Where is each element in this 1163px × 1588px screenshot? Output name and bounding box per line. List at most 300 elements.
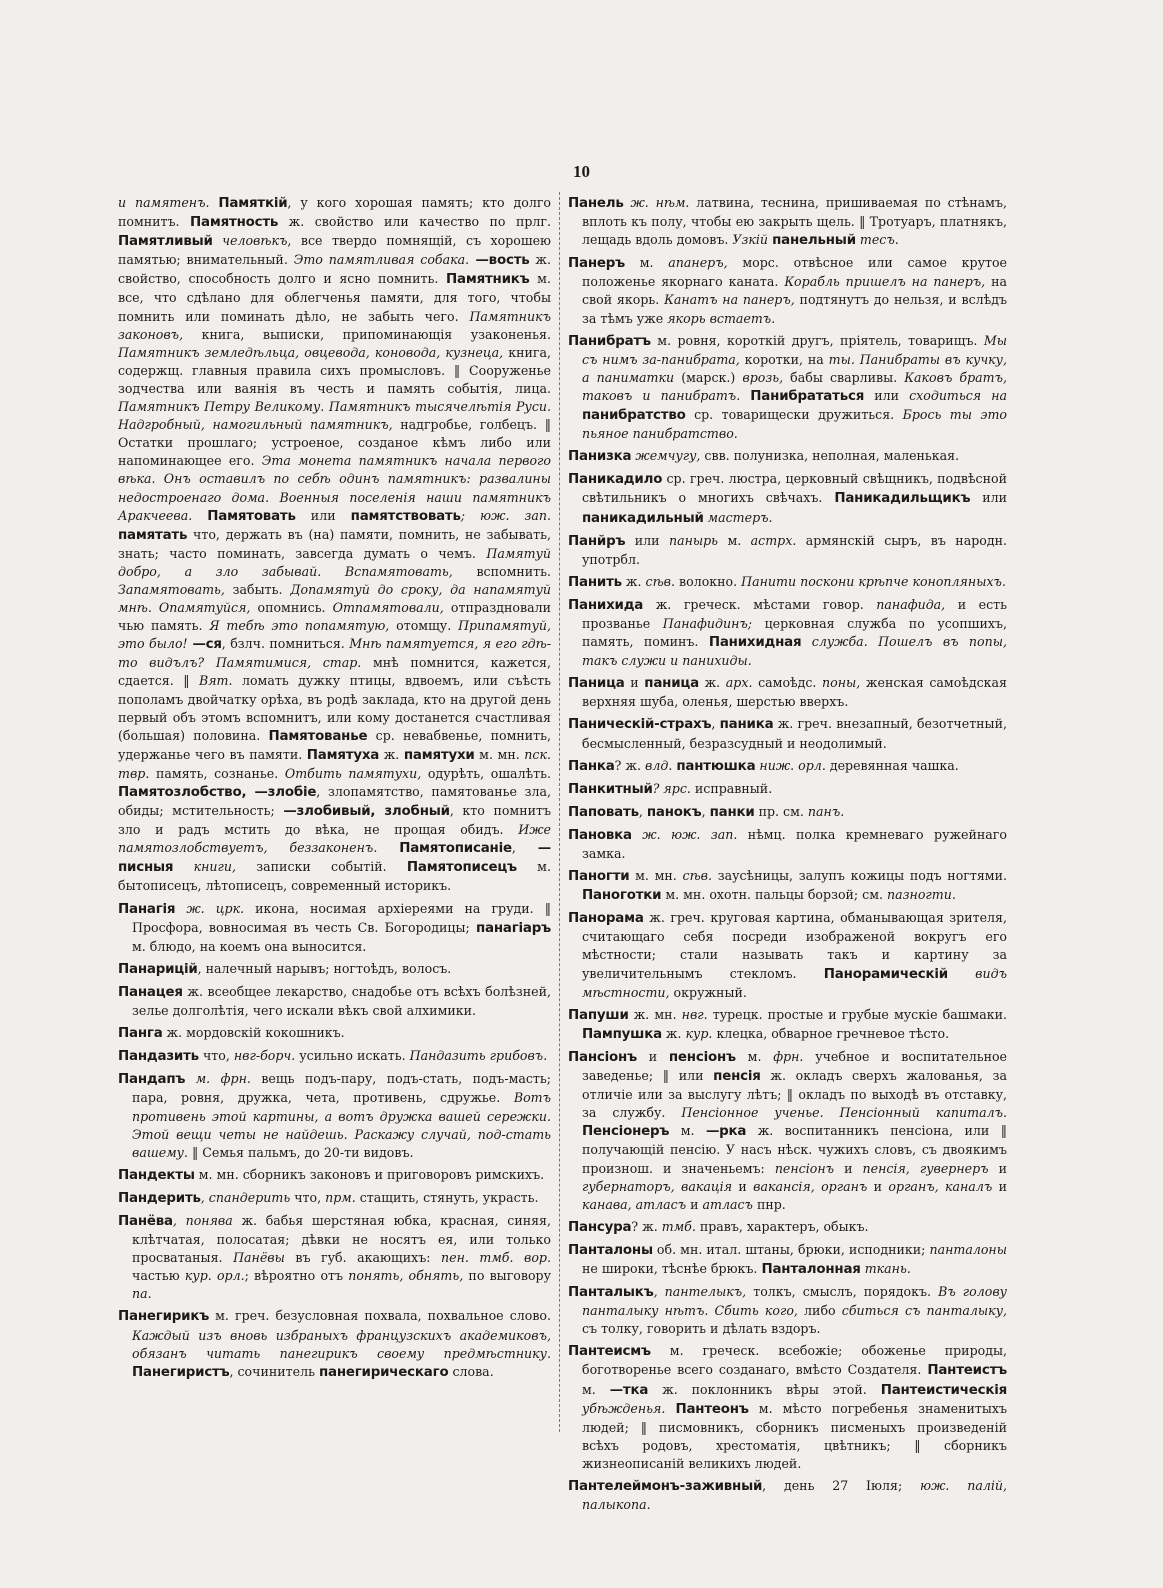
entry-text: м. мн. [629, 868, 683, 884]
entry-text: окружный. [669, 984, 747, 1000]
dictionary-entry [568, 715, 1007, 752]
dictionary-entry [118, 1166, 551, 1185]
headword: панокъ [646, 804, 702, 820]
entry-text: слова. [448, 1363, 494, 1379]
headword: Панталонная [761, 1261, 861, 1277]
entry-text: ср. невабвенье, помнить, удержанье чего въ памяти. [118, 727, 551, 762]
headword: Панагія [118, 901, 176, 917]
entry-text: отпраздновали чью память. [118, 600, 551, 634]
entry-text: , злопамятство, памятованье зла, обиды; мстительность; [118, 784, 551, 819]
entry-text: м. [735, 1048, 774, 1064]
italic-text: Корабль пришелъ на панеръ, [784, 274, 986, 290]
entry-text: ? ж. [614, 757, 645, 773]
headword: —ся [187, 637, 222, 653]
dictionary-entry [568, 470, 1007, 527]
headword: панегирическаго [318, 1364, 449, 1380]
entry-text: съ толку, говорить и дѣлать вздоръ. [582, 1321, 821, 1337]
headword: Паническій-страхъ [568, 717, 712, 733]
dictionary-entry [568, 447, 1007, 466]
entry-text: усильно искать. [295, 1048, 410, 1064]
headword: панибратство [582, 408, 686, 424]
entry-text: , у кого хорошая память; кто долго помнитъ. [118, 195, 552, 230]
dictionary-entry [568, 1241, 1007, 1279]
italic-text: панъ. [807, 803, 845, 819]
headword: Паповать [568, 804, 639, 820]
entry-text: икона, носимая архіереями на груди. ‖ Просфора, вовносимая въ честь Св. Богородицы; [132, 900, 551, 935]
headword: Пенсіонеръ [582, 1124, 670, 1140]
dictionary-entry [568, 826, 1007, 863]
entry-text: вещь подъ-пару, подъ-стать, подъ-масть; пара, ровня, дружка, чета, противень, сдружье. [132, 1071, 551, 1106]
headword: Панить [568, 574, 622, 590]
entry-text: ж. воспитанникъ пенсіона, или ‖ получающій пенсію. У насъ нѣск. чужихъ словъ, съ двоякимъ произнош. и значеньемъ: [582, 1123, 1007, 1176]
entry-text: и [686, 1196, 703, 1212]
headword: паника [719, 717, 774, 733]
entry-text: ж. [661, 1025, 686, 1041]
italic-text: ? ярс. [652, 780, 691, 796]
italic-text: кур. орл. [184, 1268, 245, 1284]
entry-text: клецка, обварное гречневое тѣсто. [712, 1025, 950, 1041]
entry-text: , сочинитель [229, 1363, 319, 1379]
dictionary-entry [568, 1283, 1007, 1338]
italic-text: Отбить памятухи, [284, 765, 422, 781]
headword: Панкитный [568, 781, 653, 797]
entry-text: нѣмц. полка кремневаго ружейнаго замка. [582, 826, 1007, 861]
entry-text: на свой якорь. [582, 274, 1007, 308]
dictionary-entry [568, 1006, 1007, 1044]
entry-text: м. все, что сдѣлано для облегченья памяти, для того, чтобы помнить или поминать дѣло, не забыть чего. [118, 271, 551, 324]
headword: Панегиристъ [132, 1364, 230, 1380]
entry-text: учебное и воспитательное заведенье; ‖ или [582, 1048, 1007, 1084]
headword: Панарицій [118, 961, 198, 977]
entry-text: ж. всеобщее лекарство, снадобье отъ всѣхъ болѣзней, зелье долголѣтія, чего искали вѣкъ свой алхимики. [132, 983, 551, 1019]
entry-text [665, 1401, 675, 1416]
entry-text: толкъ, смыслъ, порядокъ. [746, 1284, 939, 1300]
entry-text: деревянная чашка. [825, 757, 959, 773]
entry-text: ж. окладъ сверхъ жалованья, за отличіе или за выслугу лѣтъ; ‖ окладъ по выходѣ въ отставку, за службу. [582, 1068, 1007, 1121]
italic-text: сходиться на [909, 387, 1008, 403]
italic-text: сѣв. [682, 868, 713, 884]
headword: панагіаръ [475, 920, 551, 936]
headword: Панель [568, 196, 624, 211]
entry-text: исправный. [690, 780, 773, 796]
entry-text: подтянутъ до нельзя, и вслѣдъ за тѣмъ уже [582, 292, 1007, 326]
dictionary-entry [118, 1189, 551, 1208]
entry-text: м. мн. охотн. пальцы борзой; см. [661, 887, 888, 903]
italic-text: атласъ [702, 1196, 753, 1212]
italic-text: видъ мѣстности, [582, 965, 1007, 1000]
dictionary-entry [568, 803, 1007, 822]
headword: панки [709, 804, 755, 820]
italic-text: апанеръ, [668, 255, 728, 271]
entry-text: опомнись. [250, 600, 333, 616]
entry-text: ср. греч. люстра, церковный свѣщникъ, подвѣсной свѣтильникъ о многихъ свѣчахъ. [582, 471, 1007, 506]
headword: Панталоны [568, 1242, 653, 1258]
italic-text: ниж. орл. [755, 757, 826, 773]
headword: Паница [568, 676, 625, 692]
italic-text: Вотъ противень этой картины, а вотъ дружка вашей сережки. Этой вещи четы не найдешь. Раскажу случай, под-стать вашему. [132, 1090, 551, 1160]
entry-text: и [732, 1178, 754, 1194]
italic-text: Это памятливая собака. [293, 252, 470, 268]
italic-text: Мы съ нимъ за-панибрата, [582, 332, 1007, 367]
italic-text: ты. Панибраты въ кучку, а паниматки [582, 351, 1007, 385]
headword: Панталыкъ [568, 1285, 654, 1301]
italic-text: ж. юж. зап. [631, 826, 738, 842]
entry-text: стащить, стянуть, украсть. [355, 1189, 539, 1205]
entry-text: церковная служба по усопшихъ, память, поминъ. [582, 615, 1007, 650]
italic-text: Мнѣ памятуется, я его гдѣ-то видълъ? Памятимися, стар. [118, 636, 552, 671]
entry-text: или [864, 387, 910, 403]
headword: Пантеисмъ [568, 1344, 651, 1360]
italic-text: Панити поскони крѣпче конопляныхъ. [741, 573, 1006, 589]
entry-text: и есть прозванье [582, 596, 1007, 631]
headword: Памятливый [118, 234, 213, 250]
italic-text: астрх. [750, 532, 797, 548]
italic-text: Канатъ на панеръ, [664, 292, 795, 308]
italic-text: и памятенъ. [118, 195, 219, 210]
italic-text: беззаконенъ. [289, 840, 378, 856]
entry-text: ; вѣроятно отъ [244, 1268, 349, 1284]
dictionary-entry [568, 757, 1007, 776]
entry-text: отомщу. [389, 618, 459, 634]
italic-text: пазногти. [887, 887, 956, 903]
dictionary-entry [118, 1070, 551, 1161]
italic-text: якорь встаетъ. [667, 310, 776, 326]
entry-text: армянскій сыръ, въ народн. употрбл. [582, 532, 1007, 567]
entry-text: или [625, 532, 669, 548]
italic-text: Панафидинъ; [662, 615, 753, 631]
headword: Памятованье [268, 728, 368, 744]
headword: Панорамическій [823, 966, 948, 982]
entry-text: м. греч. безусловная похвала, похвальное слово. [209, 1308, 551, 1324]
headword: —рка [705, 1124, 747, 1140]
left-column [118, 194, 551, 1433]
headword: Панёва [118, 1213, 173, 1229]
column-divider [559, 192, 560, 1432]
entry-text: частью [132, 1268, 185, 1284]
entry-text: (марск.) [674, 369, 743, 385]
dictionary-entry [568, 194, 1007, 250]
headword: паникадильный [582, 510, 704, 526]
entry-text: женская самоѣдская верхняя шуба, оленья, шерстью вверхъ. [582, 675, 1007, 710]
entry-text: ломать дужку птицы, вдвоемъ, или съѣсть пополамъ двойчатку орѣха, въ родѣ заклада, кто на другой день первый объ этомъ вспомнитъ, или кому достанется счастливая (большая) половина. [118, 673, 552, 743]
entry-text: , [701, 803, 710, 819]
dictionary-entry [568, 596, 1007, 670]
headword: Панка [568, 758, 615, 774]
italic-text: Запамятовать, [118, 581, 225, 597]
headword: Панизка [568, 449, 632, 465]
entry-text: забыть. [224, 581, 291, 597]
headword: Пандекты [118, 1167, 195, 1183]
entry-text: свв. полунизка, неполная, маленькая. [700, 448, 960, 464]
dictionary-entry [118, 1047, 551, 1066]
italic-text: тмб. [661, 1218, 696, 1234]
headword: Панибрататься [750, 388, 865, 404]
headword: Пантеонъ [675, 1401, 749, 1417]
entry-text: латвина, теснина, пришиваемая по стѣнамъ, вплоть къ полу, чтобы ею закрыть щель. ‖ Тротуаръ, платнякъ, лещадь вдоль домовъ. [582, 195, 1007, 248]
headword: Пантелеймонъ-заживный [568, 1479, 763, 1494]
italic-text: Панёвы [233, 1250, 285, 1266]
italic-text: органъ, каналъ [888, 1178, 993, 1194]
dictionary-entry [568, 867, 1007, 905]
dictionary-entry [568, 573, 1007, 592]
italic-text: Припамятуй, это было! [118, 618, 551, 652]
entry-text: ср. товарищески дружиться. [685, 407, 903, 423]
italic-text: ; юж. зап. [460, 507, 551, 523]
dictionary-entry [118, 194, 551, 896]
italic-text: , спандерить [200, 1189, 291, 1205]
italic-text: , пантелыкъ, [653, 1284, 747, 1300]
entry-text: ж. мн. [628, 1006, 682, 1022]
entry-text [192, 508, 207, 523]
italic-text: ж. црк. [175, 900, 245, 916]
dictionary-entry [568, 1048, 1007, 1214]
headword: Паногти [568, 869, 630, 885]
headword: Пантеистъ [927, 1363, 1007, 1379]
italic-text: сбиться съ панталыку, [841, 1303, 1007, 1319]
italic-text: мастеръ. [703, 509, 773, 525]
italic-text: м. фрн. [185, 1071, 251, 1087]
dictionary-entry [568, 1342, 1007, 1473]
headword: Папуши [568, 1007, 629, 1023]
entry-text: м. мѣсто погребенья знаменитыхъ людей; ‖ писмовникъ, сборникъ писменыхъ произведеній всѣхъ родовъ, хрестоматія, цвѣтникъ; ‖ сборникъ жизнеописаній великихъ людей. [582, 1400, 1007, 1471]
entry-text: и [636, 1048, 669, 1064]
headword: паница [644, 676, 699, 692]
italic-text: канава, атласъ [582, 1196, 687, 1212]
italic-text: панырь [668, 532, 719, 548]
italic-text: Памятникъ земледѣльца, овцевода, коновода, кузнеца, [118, 344, 504, 360]
dictionary-entry [568, 1218, 1007, 1237]
italic-text: поны, [822, 675, 861, 691]
dictionary-entry [118, 1307, 551, 1381]
italic-text: Каковъ братъ, таковъ и панибратъ. [582, 369, 1007, 403]
italic-text: Эта монета памятникъ начала первого вѣка. Онъ оставилъ по себѣ одинъ памятникъ: развалины недостроенаго дома. Военныя поселенія наши памятникъ Аракчеева. [118, 453, 551, 523]
headword: Пандазить [118, 1049, 199, 1065]
dictionary-entry [118, 1024, 551, 1043]
italic-text: па. [132, 1286, 152, 1302]
entry-text: ж. свойство или качество по прлг. [278, 214, 552, 230]
italic-text: панафида, [876, 596, 946, 612]
entry-text: ж. бабья шерстяная юбка, красная, синяя, клѣтчатая, полосатая; дѣвки не носятъ ея, или только просватаныя. [132, 1212, 551, 1266]
headword: Памятописаніе [399, 841, 512, 857]
italic-text: пенсія, гувернеръ [862, 1160, 989, 1176]
entry-text: или [295, 507, 351, 523]
headword: Пантеистическія [880, 1382, 1007, 1398]
italic-text: Иже памятозлобствуетъ, [118, 822, 551, 856]
italic-text: Памятуй добро, а зло забывай. Вспамятовать, [118, 545, 551, 579]
page-number: 10 [573, 162, 590, 181]
headword: памятать [118, 527, 188, 543]
entry-text: и [988, 1160, 1007, 1176]
dictionary-entry [118, 960, 551, 979]
entry-text: , кто помнитъ зло и радъ мстить до вѣка, не прощая обидъ. [118, 803, 551, 838]
italic-text: Допамятуй до сроку, да напамятуй мнѣ. Опамятуйся, [118, 581, 551, 616]
headword: Пандерить [118, 1190, 201, 1206]
italic-text: Каждый изъ вновь избраныхъ французскихъ академиковъ, обязанъ читать панегирикъ своему предмѣстнику. [132, 1327, 551, 1361]
italic-text: пенсіонъ [774, 1160, 835, 1176]
italic-text: Пандазить грибовъ. [409, 1048, 548, 1064]
headword: Панибратъ [568, 333, 651, 349]
italic-text: Узкій [732, 232, 769, 248]
headword: памятухи [403, 747, 475, 763]
right-column [568, 194, 1008, 1513]
headword: Памятовать [207, 508, 296, 524]
italic-text: Отпамятовали, [332, 600, 444, 616]
entry-text: , [711, 716, 720, 732]
entry-text: ж. мордовскій кокошникъ. [162, 1025, 345, 1041]
entry-text: м. [718, 532, 751, 548]
entry-text: мнѣ помнится, кажется, сдается. ‖ [118, 655, 551, 689]
dictionary-entry [568, 254, 1007, 327]
entry-text: въ губ. акающихъ: [284, 1250, 442, 1266]
headword: Памятописецъ [406, 860, 517, 876]
italic-text: человѣкъ [212, 233, 288, 249]
italic-text: Вят. [198, 673, 233, 689]
headword: —злобивый, злобный [283, 804, 450, 820]
entry-text: , день 27 Іюля; [762, 1478, 920, 1493]
entry-text: пр. см. [754, 803, 808, 819]
entry-text: м. [582, 1381, 610, 1397]
entry-text: м. мн. [474, 746, 525, 762]
entry-text: правъ, характеръ, обыкъ. [695, 1218, 869, 1234]
italic-text: понять, обнять, [348, 1268, 464, 1284]
italic-text: ткань. [860, 1260, 911, 1276]
italic-text: убѣжденья. [582, 1400, 666, 1416]
italic-text: Памятникъ Петру Великому. Памятникъ тысячелѣтія Руси. Надгробный, намогильный памятникъ, [118, 399, 551, 433]
entry-text: м. блюдо, на коемъ она выносится. [132, 938, 367, 954]
italic-text: служба. Пошелъ въ попы, такъ служи и панихиды. [582, 634, 1007, 669]
headword: Паноготки [582, 888, 662, 904]
italic-text: жемчугу, [631, 448, 701, 464]
entry-text: , [511, 840, 538, 856]
entry-text: ж. [698, 675, 726, 691]
entry-text [268, 840, 290, 855]
headword: —тка [609, 1382, 649, 1398]
entry-text: ? ж. [631, 1218, 662, 1234]
entry-text: одурѣть, ошалѣть. [421, 765, 551, 781]
entry-text: книга, выписки, припоминающія узаконенья. [183, 326, 551, 342]
entry-text: об. мн. итал. штаны, брюки, исподники; [652, 1241, 930, 1257]
entry-text: м. [669, 1123, 706, 1139]
headword: Панацея [118, 984, 183, 1000]
headword: Памяткій [218, 196, 288, 211]
italic-text: прм. [325, 1189, 356, 1205]
headword: Памятозлобство, —злобіе [118, 785, 317, 800]
italic-text: пен. тмб. вор. [441, 1250, 551, 1266]
headword: Пановка [568, 827, 632, 843]
entry-text: что, [290, 1189, 326, 1205]
entry-text: ж. свойство, способность долго и ясно помнить. [118, 252, 552, 287]
italic-text: врозь, [742, 369, 784, 385]
entry-text: турецк. простые и грубые мускіе башмаки. [707, 1006, 1008, 1022]
italic-text: кур. [685, 1025, 713, 1041]
entry-text: бабы сварливы. [783, 369, 905, 385]
italic-text: фрн. [773, 1048, 804, 1064]
entry-text: м. бытописецъ, лѣтописецъ, современный историкъ. [118, 859, 551, 894]
italic-text: тесъ. [855, 232, 899, 248]
dictionary-entry [568, 332, 1007, 444]
headword: Панга [118, 1026, 163, 1042]
headword: Пандапъ [118, 1072, 186, 1088]
italic-text: нвг. [681, 1006, 708, 1022]
headword: Панеръ [568, 256, 626, 272]
entry-text: коротки, на [739, 351, 829, 367]
dictionary-entry [568, 909, 1007, 1001]
italic-text: Пенсіонное ученье. Пенсіонный капиталъ. [681, 1105, 1007, 1121]
italic-text: Я тебѣ это попамятую, [209, 618, 390, 634]
headword: Панихидная [708, 635, 802, 651]
italic-text: нвг-борч. [233, 1048, 296, 1064]
entry-text: и [624, 675, 645, 691]
entry-text: память, сознанье. [149, 765, 285, 781]
headword: пенсіонъ [668, 1049, 736, 1065]
italic-text: Въ голову панталыку нѣтъ. Сбить кого, [582, 1284, 1007, 1319]
headword: Панорама [568, 911, 644, 927]
entry-text: книга, содержщ. главныя правила сихъ промысловъ. ‖ Сооруженье зодчества или ваянія въ честь и память событія, лица. [118, 344, 551, 396]
entry-text: морс. отвѣсное или самое крутое положенье якорнаго каната. [582, 255, 1007, 290]
headword: Панегирикъ [118, 1309, 210, 1325]
entry-text: и [992, 1178, 1007, 1194]
headword: пантюшка [676, 758, 756, 774]
headword: Паникадило [568, 472, 663, 488]
italic-text: юж. палій, палыкопа. [582, 1478, 1007, 1513]
entry-text: , все твердо помнящій, съ хорошею памятью; внимательный. [118, 233, 552, 268]
entry-text: волокно. [675, 573, 742, 589]
italic-text: , понява [172, 1212, 233, 1228]
dictionary-entry [568, 780, 1007, 799]
entry-text: м. мн. сборникъ законовъ и приговоровъ римскихъ. [194, 1166, 545, 1182]
entry-text: ‖ Семья пальмъ, до 20-ти видовъ. [187, 1144, 414, 1160]
dictionary-entry [568, 1477, 1007, 1514]
headword: Панйръ [568, 533, 626, 549]
dictionary-entry [118, 983, 551, 1020]
italic-text: сѣв. [645, 573, 676, 589]
entry-text: и [867, 1178, 889, 1194]
italic-text: вакансія, органъ [753, 1178, 868, 1194]
entry-text: что, держать въ (на) памяти, помнить, не забывать, знать; часто поминать, завсегда думать о чемъ. [118, 526, 551, 561]
entry-text: м. греческ. всебожіе; обоженье природы, боготворенье всего созданаго, вмѣсто Создателя. [582, 1343, 1007, 1378]
entry-text [740, 388, 750, 403]
dictionary-entry [568, 532, 1007, 569]
entry-text: пнр. [752, 1196, 786, 1212]
headword: Паникадильщикъ [834, 491, 971, 507]
entry-text: вспомнить. [452, 563, 551, 579]
headword: Пансура [568, 1219, 632, 1235]
italic-text: влд. [644, 757, 673, 773]
entry-text: , бзлч. помниться. [221, 636, 350, 652]
entry-text: ж. [379, 746, 404, 762]
entry-text: или [970, 490, 1007, 506]
entry-text: м. [625, 255, 669, 271]
headword: —вость [469, 253, 530, 269]
dictionary-entry [568, 674, 1007, 711]
italic-text: губернаторъ, вакація [582, 1178, 733, 1194]
entry-text: что, [198, 1048, 234, 1064]
entry-text: ж. греческ. мѣстами говор. [643, 596, 877, 612]
entry-text: надгробье, голбецъ. ‖ Остатки прошлаго; устроеное, созданое кѣмъ либо или напоминающее его. [118, 417, 551, 469]
entry-text: ж. греч. внезапный, безотчетный, бесмысленный, безразсудный и неодолимый. [582, 716, 1007, 751]
entry-text: ж. [621, 573, 646, 589]
italic-text: книги, [173, 859, 237, 875]
entry-text: либо [797, 1303, 842, 1319]
italic-text: панталоны [929, 1241, 1007, 1257]
entry-text: не широки, тѣснѣе брюкъ. [582, 1260, 762, 1276]
entry-text: по выговору [463, 1268, 552, 1284]
headword: — писныя [118, 841, 551, 876]
headword: Пампушка [582, 1026, 662, 1042]
dictionary-entry [118, 1212, 551, 1303]
entry-text: заусѣницы, залупъ кожицы подъ ногтями. [712, 868, 1007, 884]
entry-text: , налечный нарывъ; ногтоѣдъ, волосъ. [197, 960, 452, 976]
